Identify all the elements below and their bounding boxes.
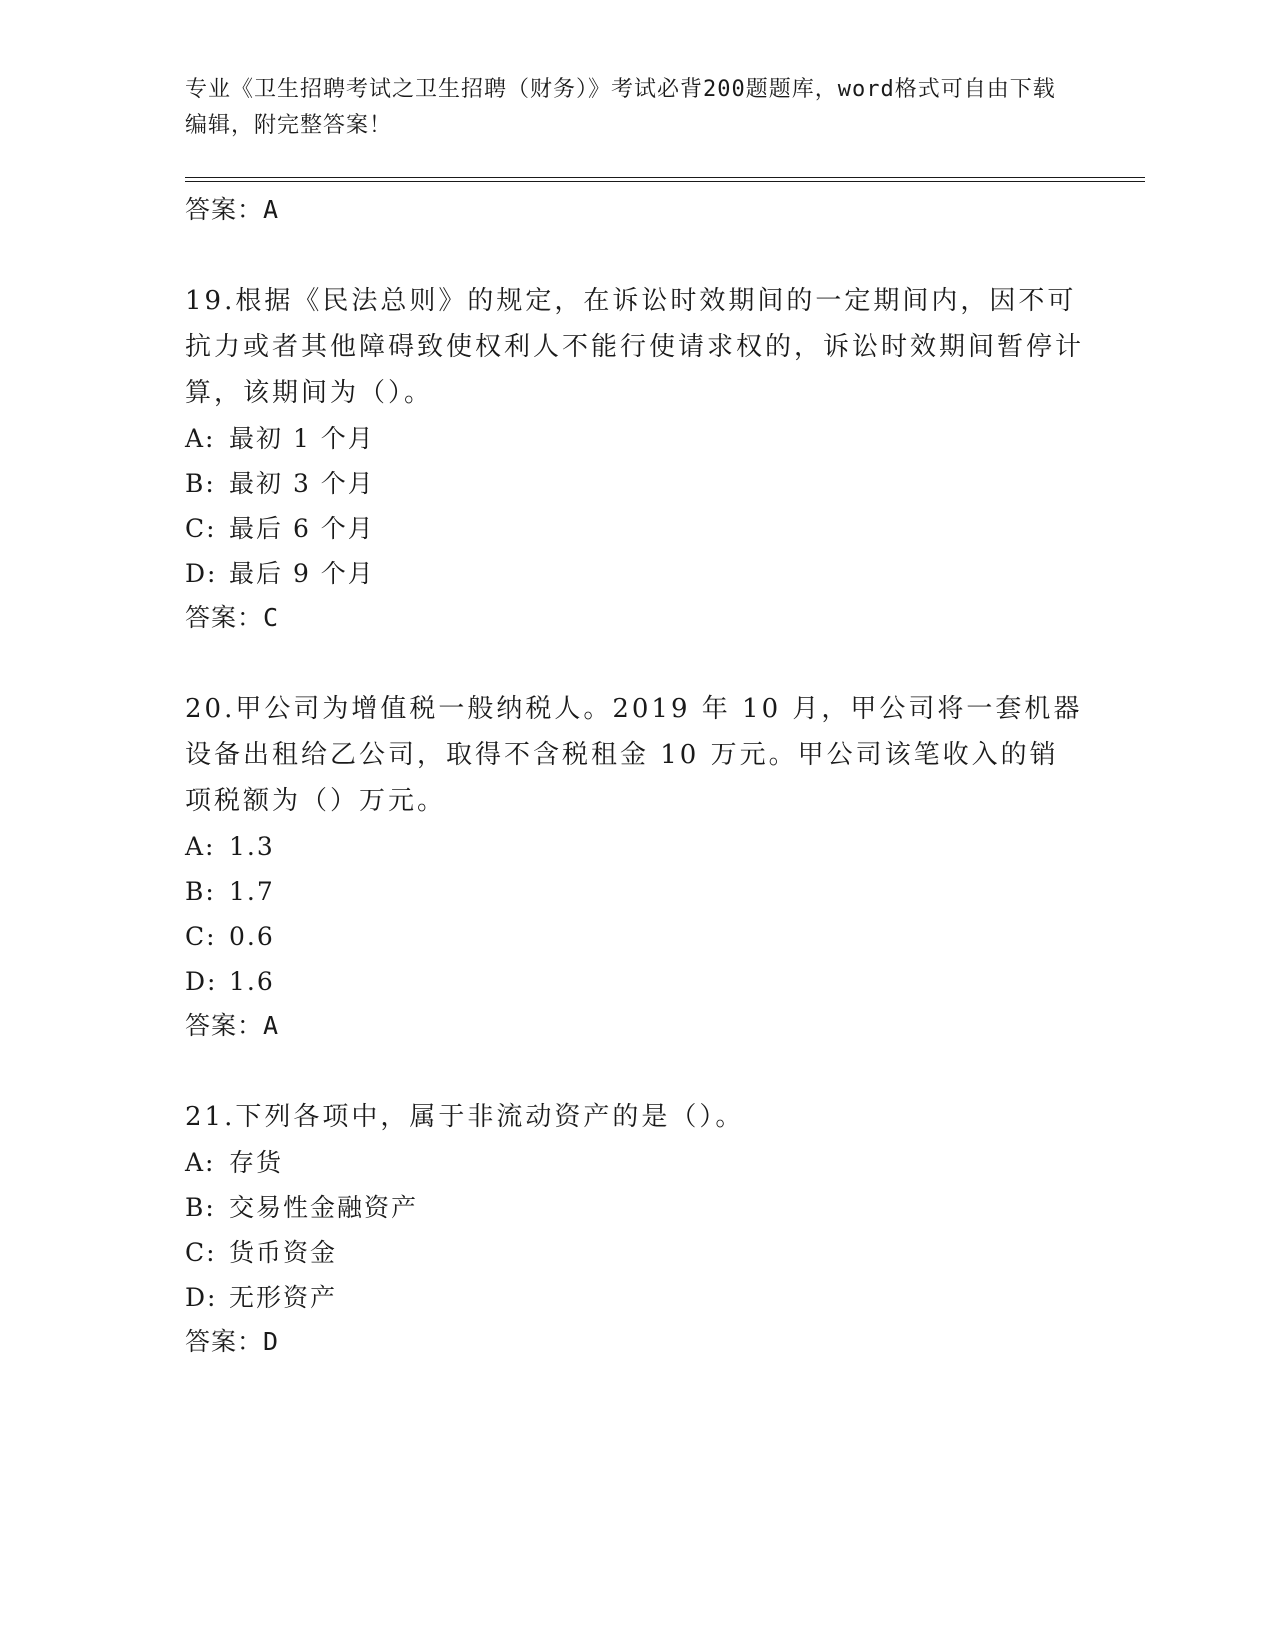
document-header: 专业《卫生招聘考试之卫生招聘（财务）》考试必背200题题库，word格式可自由下载编辑，附完整答案！ — [185, 77, 1056, 138]
option-key: A: — [185, 424, 216, 453]
option-text: 存货 — [229, 1148, 284, 1177]
option-a — [185, 824, 1085, 869]
option-key: B: — [185, 469, 216, 498]
question-19 — [185, 278, 1085, 640]
option-text: 1.7 — [229, 877, 275, 906]
option-key: D: — [185, 1283, 218, 1312]
answer-line: 答案：C — [185, 603, 280, 632]
header-rule-top — [185, 177, 1145, 178]
option-c — [185, 506, 1085, 551]
option-b — [185, 869, 1085, 914]
option-text: 货币资金 — [229, 1238, 338, 1267]
option-d — [185, 551, 1085, 596]
option-key: C: — [185, 922, 217, 951]
option-d — [185, 1275, 1085, 1320]
option-key: A: — [185, 832, 216, 861]
option-a — [185, 1140, 1085, 1185]
answer-line: 答案：D — [185, 1327, 280, 1356]
question-list — [185, 188, 1085, 1364]
option-key: C: — [185, 514, 217, 543]
answer-line: 答案：A — [185, 1011, 280, 1040]
option-key: B: — [185, 877, 216, 906]
previous-answer: 答案：A — [185, 195, 280, 224]
option-text: 0.6 — [229, 922, 275, 951]
option-c — [185, 1230, 1085, 1275]
option-key: C: — [185, 1238, 217, 1267]
option-text: 无形资产 — [229, 1283, 338, 1312]
option-b — [185, 1185, 1085, 1230]
header-rule-bottom — [185, 181, 1145, 182]
option-key: D: — [185, 559, 218, 588]
option-key: A: — [185, 1148, 216, 1177]
option-b — [185, 461, 1085, 506]
option-text: 最初 1 个月 — [229, 424, 375, 453]
option-text: 最后 6 个月 — [229, 514, 375, 543]
option-text: 交易性金融资产 — [229, 1193, 419, 1222]
option-a — [185, 416, 1085, 461]
question-stem: 20.甲公司为增值税一般纳税人。2019 年 10 月，甲公司将一套机器设备出租给乙公司，取得不含税租金 10 万元。甲公司该笔收入的销项税额为（）万元。 — [185, 694, 1083, 816]
question-stem: 21.下列各项中，属于非流动资产的是（）。 — [185, 1102, 745, 1132]
question-21 — [185, 1094, 1085, 1364]
question-stem: 19.根据《民法总则》的规定，在诉讼时效期间的一定期间内，因不可抗力或者其他障碍致使权利人不能行使请求权的，诉讼时效期间暂停计算，该期间为（）。 — [185, 286, 1085, 408]
option-text: 最初 3 个月 — [229, 469, 375, 498]
option-key: D: — [185, 967, 218, 996]
question-20 — [185, 686, 1085, 1048]
option-text: 最后 9 个月 — [229, 559, 375, 588]
option-text: 1.3 — [229, 832, 275, 861]
option-key: B: — [185, 1193, 216, 1222]
option-d — [185, 959, 1085, 1004]
option-c — [185, 914, 1085, 959]
option-text: 1.6 — [229, 967, 275, 996]
